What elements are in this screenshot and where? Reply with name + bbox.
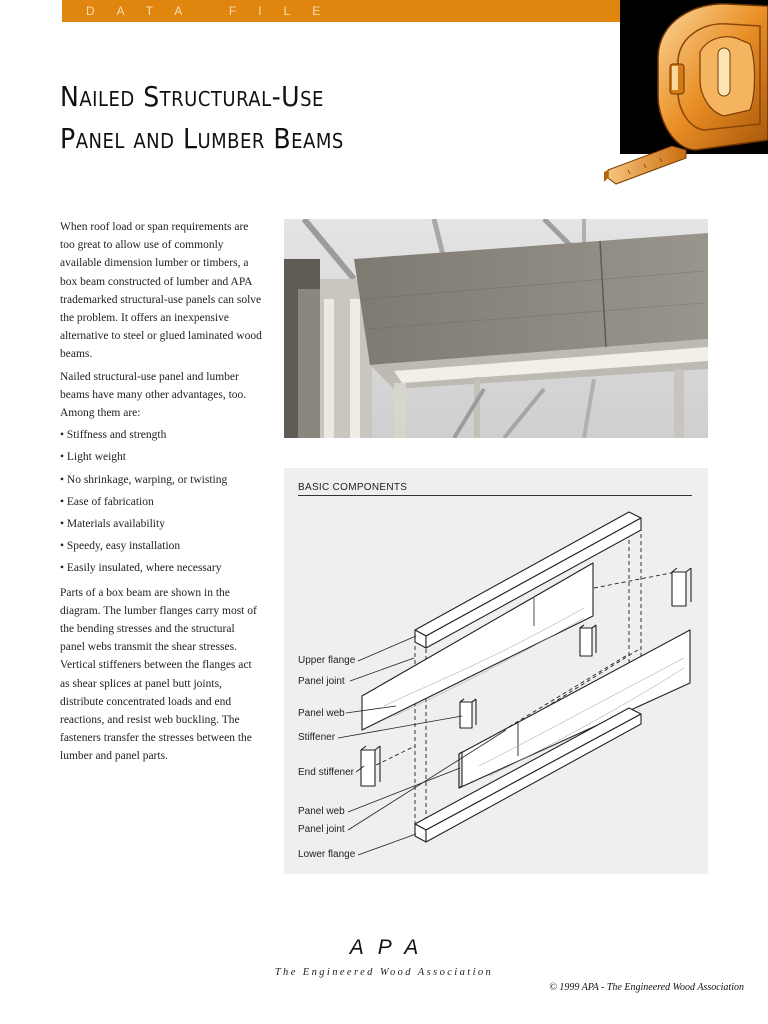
apa-logo: APA (349, 936, 433, 959)
advantages-list (60, 426, 262, 577)
advantages-paragraph: Nailed structural-use panel and lumber beams have many other advantages, too. Among them are: (60, 370, 247, 420)
advantage-item: • Stiffness and strength (60, 426, 262, 444)
intro-paragraph: When roof load or span requirements are too great to allow use of commonly available dimension lumber or timbers, a box beam constructed of lumber and APA trademarked structural-use panels can solve the problem. It offers an inexpensive alternative to steel or glued laminated wood beams. (60, 221, 262, 361)
label-panel-web-upper: Panel web (298, 708, 345, 719)
label-panel-joint-lower: Panel joint (298, 824, 345, 835)
title-line-2: Panel and Lumber Beams (60, 122, 344, 155)
components-diagram-panel (284, 468, 708, 874)
advantage-item: • Ease of fabrication (60, 493, 262, 511)
copyright-notice: © 1999 APA - The Engineered Wood Association (549, 982, 744, 993)
tape-measure-icon (600, 0, 768, 190)
body-text-column (60, 218, 262, 770)
label-end-stiffener: End stiffener (298, 767, 354, 778)
components-paragraph: Parts of a box beam are shown in the diagram. The lumber flanges carry most of the bending stresses and the structural panel webs transmit the shear stresses. Vertical stiffeners between the flanges act as shear splices at panel butt joints, distribute concentrated loads and end reactions, and resist web buckling. The fasteners transfer the stresses between the lumber and panel parts. (60, 586, 257, 763)
title-line-1: Nailed Structural-Use (60, 80, 324, 113)
box-beam-photo (284, 219, 708, 438)
advantage-item: • Speedy, easy installation (60, 537, 262, 555)
box-beam-diagram (284, 468, 708, 874)
advantage-item: • Materials availability (60, 515, 262, 533)
advantage-item: • Light weight (60, 448, 262, 466)
header-band (62, 0, 620, 22)
advantage-item: • No shrinkage, warping, or twisting (60, 471, 262, 489)
page-title (60, 76, 344, 160)
apa-tagline: The Engineered Wood Association (274, 967, 494, 978)
diagram-heading: BASIC COMPONENTS (298, 482, 692, 496)
label-panel-joint-upper: Panel joint (298, 676, 345, 687)
label-upper-flange: Upper flange (298, 655, 356, 666)
advantage-item: • Easily insulated, where necessary (60, 559, 262, 577)
label-lower-flange: Lower flange (298, 849, 356, 860)
label-panel-web-lower: Panel web (298, 806, 345, 817)
header-band-label: DATA FILE (86, 4, 343, 18)
label-stiffener: Stiffener (298, 732, 336, 743)
